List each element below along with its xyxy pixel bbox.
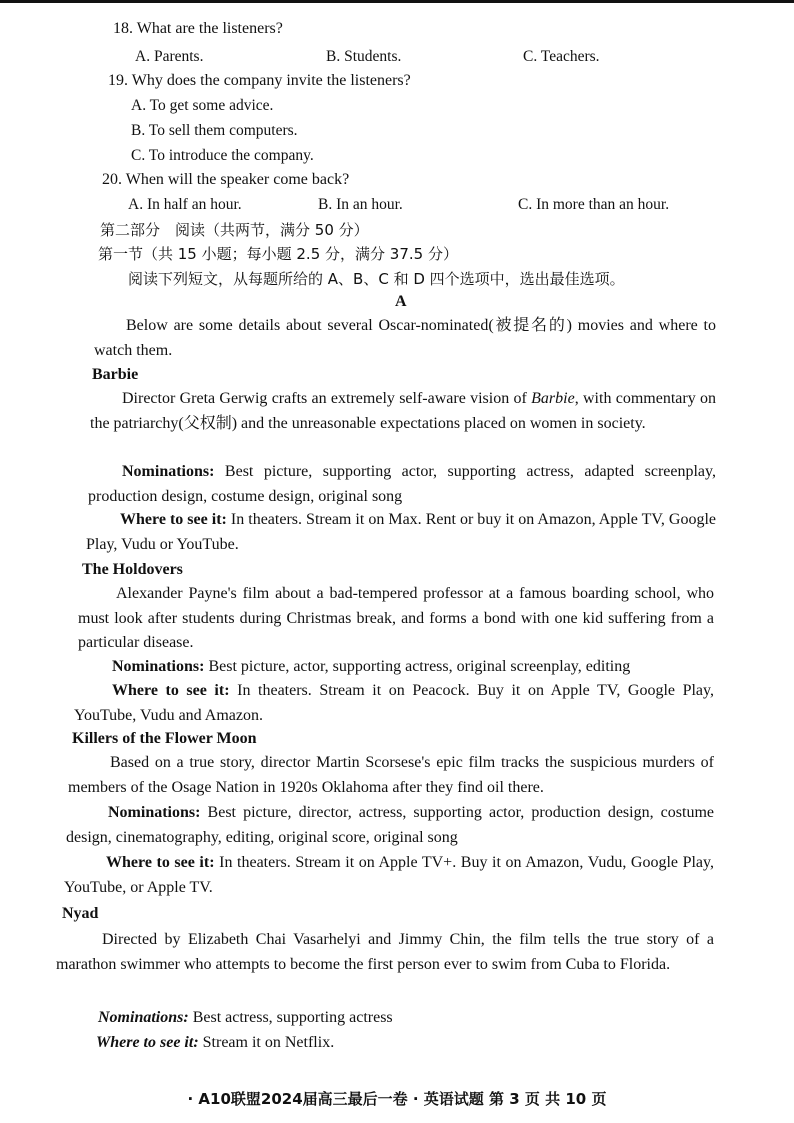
page-footer: · A10联盟2024届高三最后一卷 · 英语试题 第 3 页 共 10 页 (187, 1090, 607, 1108)
where-label: Where to see it: (106, 854, 215, 871)
q20-option-a: A. In half an hour. (128, 196, 242, 213)
movie-where-barbie (86, 508, 716, 557)
passage-intro: Below are some details about several Oscar-nominated(被提名的) movies and where to watch them. (94, 317, 716, 359)
nominations-label: Nominations: (122, 463, 215, 480)
q18-option-b: B. Students. (326, 48, 402, 65)
movie-where-holdovers (74, 679, 714, 728)
q19-option-c: C. To introduce the company. (131, 147, 314, 164)
where-label: Where to see it: (120, 511, 227, 528)
where-text: In theaters. Stream it on Apple TV+. Buy it on Amazon, Vudu, Google Play, YouTube, or Apple TV. (64, 854, 714, 896)
q20-stem: 20. When will the speaker come back? (102, 171, 350, 188)
movie-title-barbie: Barbie (92, 366, 139, 383)
nominations-text: Best picture, director, actress, supporting actor, production design, costume design, cinematography, editing, original score, original song (66, 804, 714, 846)
q19-option-a: A. To get some advice. (131, 97, 274, 114)
where-text: Stream it on Netflix. (198, 1034, 335, 1051)
q18-option-c: C. Teachers. (523, 48, 600, 65)
q20-option-b: B. In an hour. (318, 196, 403, 213)
part2-title: 第二部分 阅读（共两节，满分 50 分） (100, 221, 369, 239)
nominations-label: Nominations: (112, 658, 205, 675)
where-label: Where to see it: (96, 1034, 199, 1051)
q19-option-b: B. To sell them computers. (131, 122, 298, 139)
desc-italic-title: Barbie (531, 390, 575, 407)
q18-stem: 18. What are the listeners? (113, 20, 283, 37)
movie-desc-nyad: Directed by Elizabeth Chai Vasarhelyi and Jimmy Chin, the film tells the true story of a marathon swimmer who attempts to become the first person ever to swim from Cuba to Florida. (56, 931, 714, 973)
movie-nominations-killers (66, 801, 714, 850)
passage-label: A (395, 293, 407, 310)
movie-nominations-barbie (88, 460, 716, 509)
desc-text: , with commentary on the patriarchy(父权制) and the unreasonable expectations placed on women in society. (90, 390, 717, 432)
movie-nominations-holdovers (76, 655, 714, 680)
q19-stem: 19. Why does the company invite the listeners? (108, 72, 411, 89)
where-label: Where to see it: (112, 682, 230, 699)
where-text: In theaters. Stream it on Max. Rent or buy it on Amazon, Apple TV, Google Play, Vudu or YouTube. (86, 511, 717, 553)
nominations-label: Nominations: (98, 1009, 189, 1026)
where-text: In theaters. Stream it on Peacock. Buy it on Apple TV, Google Play, YouTube, Vudu and Amazon. (74, 682, 714, 724)
instruction: 阅读下列短文，从每题所给的 A、B、C 和 D 四个选项中，选出最佳选项。 (128, 270, 625, 288)
movie-title-killers: Killers of the Flower Moon (72, 730, 257, 747)
movie-where-killers (64, 851, 714, 900)
movie-nominations-nyad (54, 1006, 714, 1031)
movie-desc-barbie (90, 387, 716, 436)
nominations-text: Best picture, supporting actor, supporting actress, adapted screenplay, production design, costume design, original song (88, 463, 716, 505)
q18-option-a: A. Parents. (135, 48, 204, 65)
movie-title-nyad: Nyad (62, 905, 99, 922)
movie-desc-holdovers: Alexander Payne's film about a bad-tempered professor at a famous boarding school, who must look after students during Christmas break, and forms a bond with one kid suffering from a particular disease. (78, 585, 714, 651)
nominations-text: Best picture, actor, supporting actress, original screenplay, editing (204, 658, 631, 675)
q20-option-c: C. In more than an hour. (518, 196, 670, 213)
nominations-label: Nominations: (108, 804, 201, 821)
desc-text: Director Greta Gerwig crafts an extremely self-aware vision of (122, 390, 532, 407)
movie-title-holdovers: The Holdovers (82, 561, 183, 578)
movie-where-nyad (52, 1031, 714, 1056)
nominations-text: Best actress, supporting actress (188, 1009, 393, 1026)
section1-title: 第一节（共 15 小题；每小题 2.5 分，满分 37.5 分） (98, 245, 458, 263)
movie-desc-killers: Based on a true story, director Martin Scorsese's epic film tracks the suspicious murders of members of the Osage Nation in 1920s Oklahoma after they find oil there. (68, 754, 714, 796)
